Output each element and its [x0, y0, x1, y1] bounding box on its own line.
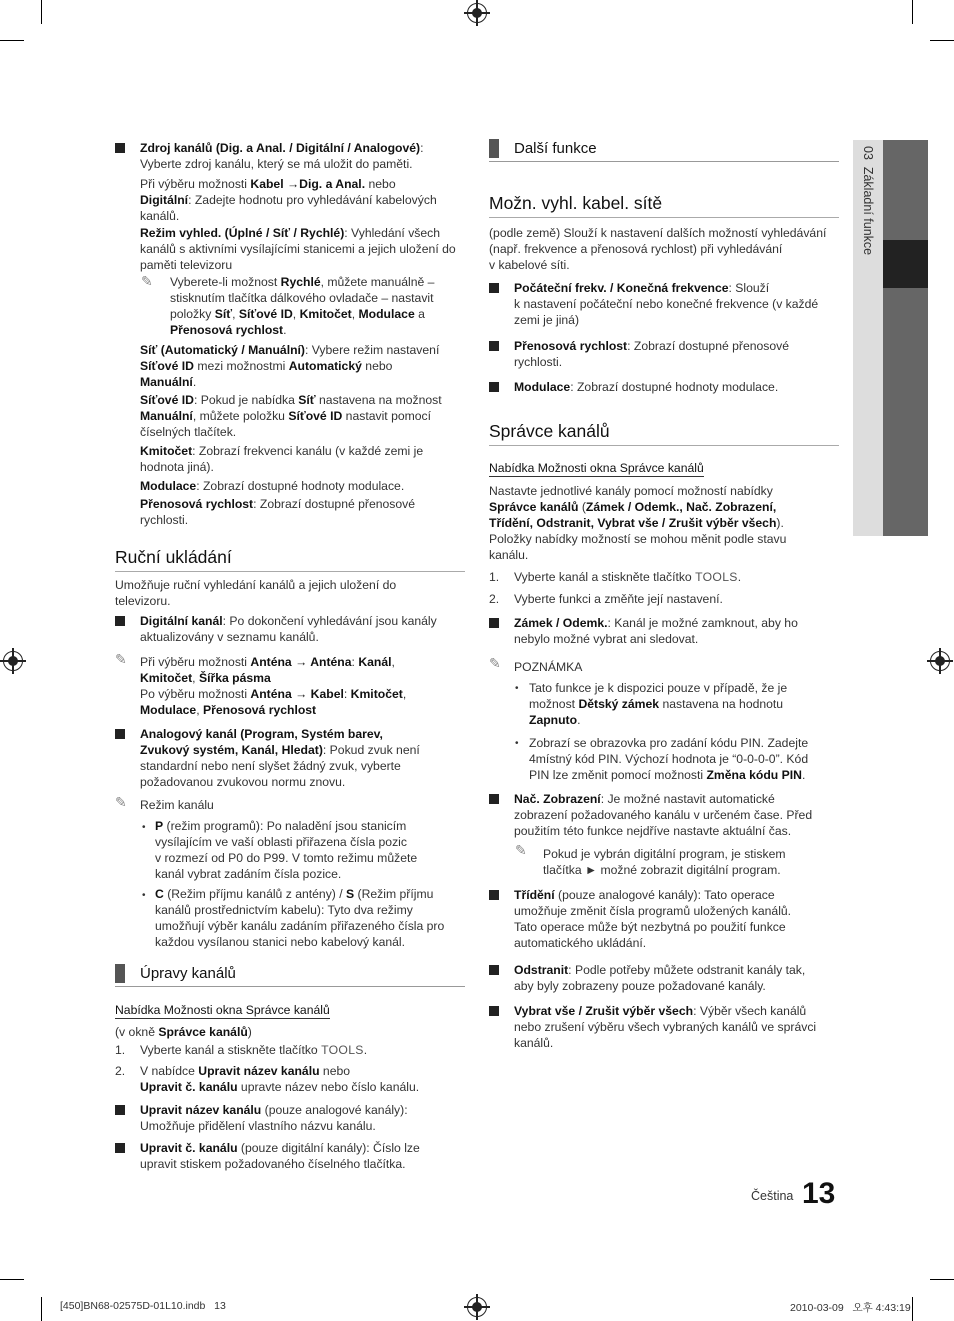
text: V nabídce	[140, 1064, 199, 1078]
text: Umožňuje přidělení vlastního názvu kanálu.	[140, 1119, 376, 1133]
text: Kabel →Dig. a Anal.	[250, 177, 366, 191]
text: Položky nabídky možností se mohou měnit podle stavu	[489, 532, 787, 546]
crop-mark	[912, 0, 913, 24]
text: rychlosti.	[514, 355, 563, 369]
crop-mark	[0, 1279, 24, 1280]
square-bullet-icon	[489, 1006, 499, 1016]
text: Přenosová rychlost	[170, 323, 284, 337]
bullet-icon: •	[515, 683, 519, 694]
paragraph	[140, 496, 465, 528]
text: : Pokud zvuk není	[322, 743, 420, 757]
text: , můžete položku	[192, 409, 289, 423]
text: : Slouží	[728, 281, 770, 295]
text: kanálů.	[140, 209, 180, 223]
heading-text: Úpravy kanálů	[140, 965, 236, 982]
square-bullet-icon	[489, 382, 499, 392]
text: Zobrazí se obrazovka pro zadání kódu PIN. Zadejte	[529, 736, 809, 750]
text: televizoru.	[115, 594, 171, 608]
text: : Po dokončení vyhledávání jsou kanály	[222, 614, 437, 628]
text: hodnota jiná).	[140, 460, 214, 474]
text: nebo	[365, 177, 396, 191]
tools-label: TOOLS	[695, 570, 738, 584]
step-number: 1.	[115, 1043, 126, 1057]
text: zobrazení požadovaného kanálu v určeném čase. Před	[514, 808, 813, 822]
text: Síť (Automatický / Manuální)	[140, 343, 305, 357]
text: Digitální	[140, 193, 189, 207]
registration-mark-icon	[467, 3, 487, 23]
text: .	[363, 1043, 368, 1057]
tools-label: TOOLS	[321, 1043, 364, 1057]
text: Rychlé	[280, 275, 321, 289]
text: Správce kanálů	[489, 500, 579, 514]
text: Manuální	[140, 409, 193, 423]
text: Síťové ID	[140, 393, 194, 407]
text: nastavena na hodnotu	[659, 697, 784, 711]
text: nebo zrušení výběru všech vybraných kanálů ve správci	[514, 1020, 817, 1034]
note-pencil-icon: ✎	[489, 655, 501, 671]
text: (pouze analogové kanály):	[261, 1103, 408, 1117]
registration-mark-icon	[3, 651, 23, 671]
text: Zámek / Odemk.	[514, 616, 608, 630]
list-item	[155, 818, 465, 882]
text: Upravit název kanálu	[140, 1103, 262, 1117]
text: (např. frekvence a přenosová rychlost) při vyhledávání	[489, 242, 783, 256]
text: Automatický	[288, 359, 362, 373]
square-bullet-icon	[489, 618, 499, 628]
text: Nastavte jednotlivé kanály pomocí možností nabídky	[489, 484, 773, 498]
text: Upravit č. kanálu	[140, 1080, 238, 1094]
text: automatického ukládání.	[514, 936, 647, 950]
paragraph	[489, 225, 839, 273]
text: nebylo možné vybrat ani sledovat.	[514, 632, 699, 646]
square-bullet-icon	[115, 1143, 125, 1153]
subsection-heading	[115, 964, 465, 987]
square-bullet-icon	[489, 890, 499, 900]
list-item	[155, 886, 465, 950]
text: Šířka pásma	[198, 671, 271, 685]
registration-mark-icon	[930, 651, 950, 671]
text: Přenosová rychlost	[140, 497, 254, 511]
crop-mark	[41, 0, 42, 24]
text: :	[351, 655, 359, 669]
text: Kmitočet	[140, 671, 193, 685]
text: Při výběru možnosti	[140, 177, 251, 191]
text: upravit stiskem požadovaného číselného tlačítka.	[140, 1157, 406, 1171]
text: Digitální kanál	[140, 614, 223, 628]
text: Dětský zámek	[578, 697, 660, 711]
text: Zapnuto	[529, 713, 578, 727]
text: v rozmezí od P0 do P99. V tomto režimu můžete	[155, 851, 418, 865]
text: : Výběr všech kanálů	[693, 1004, 807, 1018]
text: Vyberte funkci a změňte její nastavení.	[514, 592, 723, 606]
text: aby byly zobrazeny pouze požadované kanály.	[514, 979, 766, 993]
text: Přenosová rychlost	[203, 703, 317, 717]
section-heading: Správce kanálů	[489, 420, 839, 446]
text: nebo	[361, 359, 393, 373]
note-pencil-icon: ✎	[115, 651, 127, 667]
file-info: [450]BN68-02575D-01L10.indb 13	[60, 1300, 226, 1312]
crop-mark	[41, 1297, 42, 1321]
text: : Kanál je možné zamknout, aby ho	[607, 616, 798, 630]
text: a	[414, 307, 425, 321]
text: : Zobrazí dostupné hodnoty modulace.	[570, 380, 779, 394]
text: ).	[776, 516, 784, 530]
text: Modulace	[358, 307, 415, 321]
text: (pouze analogové kanály): Tato operace	[554, 888, 775, 902]
paragraph	[140, 478, 465, 494]
text: Upravit č. kanálu	[140, 1141, 238, 1155]
text: )	[247, 1025, 252, 1039]
text: Vyberte kanál a stiskněte tlačítko	[140, 1043, 322, 1057]
text: vysílajícím ve vaší oblasti přiřazena čísla pozic	[155, 835, 407, 849]
square-bullet-icon	[489, 794, 499, 804]
side-tab-dark	[883, 140, 928, 536]
text: Anténa → Kabel	[250, 687, 344, 701]
paragraph	[140, 176, 465, 224]
text: Tato funkce je k dispozici pouze v případě, že je	[529, 681, 788, 695]
square-bullet-icon	[489, 965, 499, 975]
text: Kanál	[358, 655, 392, 669]
text: : Zobrazí dostupné hodnoty modulace.	[196, 479, 405, 493]
text: v kabelové síti.	[489, 258, 570, 272]
submenu-path: Nabídka Možnosti okna Správce kanálů	[489, 461, 704, 475]
text: paměti televizoru	[140, 258, 233, 272]
text: : Zobrazí frekvenci kanálu (v každé zemi je	[192, 444, 424, 458]
text: Modulace	[140, 479, 197, 493]
text: k nastavení počáteční nebo konečné frekvence (v každé	[514, 297, 819, 311]
side-tab	[853, 140, 928, 536]
text: Modulace	[140, 703, 197, 717]
list-item	[529, 735, 839, 783]
text: požadovanou zvukovou normu znovu.	[140, 775, 346, 789]
text: Odstranit	[514, 963, 569, 977]
paragraph	[489, 483, 839, 563]
text: umožňuje změnit čísla programů uložených kanálů.	[514, 904, 792, 918]
square-bullet-icon	[489, 341, 499, 351]
text: :	[420, 141, 424, 155]
step-number: 1.	[489, 570, 500, 584]
text: nastavit pomocí	[342, 409, 432, 423]
text: .	[577, 713, 581, 727]
text: .	[801, 768, 806, 782]
note	[543, 846, 839, 878]
text: Po výběru možnosti	[140, 687, 251, 701]
text: Zámek / Odemk., Nač. Zobrazení,	[585, 500, 777, 514]
section-heading: Možn. vyhl. kabel. sítě	[489, 192, 839, 218]
text: Síťové ID	[288, 409, 343, 423]
text: : Zobrazí dostupné přenosové	[253, 497, 416, 511]
text: Manuální	[140, 375, 193, 389]
text: Nač. Zobrazení	[514, 792, 601, 806]
text: : Vyhledání všech	[344, 226, 441, 240]
heading-bar	[115, 964, 125, 983]
square-bullet-icon	[115, 616, 125, 626]
text: (Režim příjmu kanálů z antény) /	[163, 887, 347, 901]
bullet-icon: •	[142, 890, 146, 901]
text: Přenosová rychlost	[514, 339, 628, 353]
note-pencil-icon: ✎	[515, 842, 527, 858]
heading-bar	[489, 139, 499, 158]
text: : Je možné nastavit automatické	[600, 792, 775, 806]
note-pencil-icon: ✎	[141, 273, 153, 289]
text: Síťové ID	[238, 307, 293, 321]
text: Změna kódu PIN	[706, 768, 802, 782]
text: stisknutím tlačítka dálkového ovladače – nastavit	[170, 291, 434, 305]
step-number: 2.	[489, 592, 500, 606]
text: C	[155, 887, 164, 901]
square-bullet-icon	[115, 1105, 125, 1115]
paragraph: Síť (Automatický / Manuální): Vybere režim nastavení Síťové ID mezi možnostmi Automatický nebo Manuální.	[140, 343, 440, 389]
text: Analogový kanál (Program, Systém barev,	[140, 727, 383, 741]
page-language: Čeština	[751, 1189, 794, 1203]
step-number: 2.	[115, 1064, 126, 1078]
text: Síť	[298, 393, 316, 407]
text: Upravit název kanálu	[198, 1064, 320, 1078]
paragraph	[140, 225, 465, 273]
text: použitím této funkce nejdříve nastavte aktuální čas.	[514, 824, 792, 838]
submenu-path: Nabídka Možnosti okna Správce kanálů	[115, 1003, 330, 1017]
text: Správce kanálů	[158, 1025, 248, 1039]
text: Kmitočet	[140, 444, 193, 458]
text: : Vybere režim nastavení	[304, 343, 440, 357]
text: kanálu.	[489, 548, 529, 562]
note: Vyberete-li možnost Rychlé, můžete manuálně – stisknutím tlačítka dálkového ovladače – nastavit položky Síť, Síťové ID, Kmitočet, Modulace a Přenosová rychlost.	[170, 274, 465, 338]
text: kanálů.	[514, 1036, 554, 1050]
text: (pouze digitální kanály): Číslo lze	[237, 1141, 420, 1155]
text: nebo	[319, 1064, 351, 1078]
crop-mark	[930, 40, 954, 41]
text: mezi možnostmi	[193, 359, 289, 373]
text: kanálů prostřednictvím kabelu): Tyto dva režimy	[155, 903, 413, 917]
note: Režim kanálu	[140, 798, 214, 812]
text: Kmitočet	[299, 307, 352, 321]
text: Režim vyhled. (Úplné / Síť / Rychlé)	[140, 226, 345, 240]
text: : Pokud je nabídka	[193, 393, 299, 407]
text: :	[343, 687, 351, 701]
text: Síť	[214, 307, 233, 321]
text: , můžete manuálně –	[320, 275, 435, 289]
text: (v okně	[115, 1025, 159, 1039]
text: rychlosti.	[140, 513, 189, 527]
text: Vybrat vše / Zrušit výběr všech	[514, 1004, 694, 1018]
crop-mark	[930, 1279, 954, 1280]
item-label: Zdroj kanálů (Dig. a Anal. / Digitální / Analogové)	[140, 141, 421, 155]
text: Vyberte zdroj kanálu, který se má uložit do paměti.	[140, 157, 413, 171]
bullet-icon: •	[142, 822, 146, 833]
text: číselných tlačítek.	[140, 425, 237, 439]
text: položky	[170, 307, 215, 321]
right-column	[489, 138, 839, 1058]
text: 4místný kód PIN. Výchozí hodnota je “0-0-0-0”. Kód	[529, 752, 809, 766]
text: standardní nebo není slyšet žádný zvuk, vyberte	[140, 759, 401, 773]
text: .	[737, 570, 742, 584]
page-number: 13	[802, 1177, 836, 1210]
paragraph	[115, 1024, 252, 1040]
crop-mark	[912, 1297, 913, 1321]
text: (Režim příjmu	[354, 887, 434, 901]
paragraph	[140, 392, 465, 440]
side-tab-marker	[883, 240, 928, 288]
date-info: 2010-03-09 오후 4:43:19	[790, 1302, 911, 1314]
text: P	[155, 819, 164, 833]
square-bullet-icon	[489, 283, 499, 293]
text: : Zadejte hodnotu pro vyhledávání kabelových	[188, 193, 437, 207]
left-column	[115, 138, 465, 1178]
note: Při výběru možnosti Anténa → Anténa: Kanál, Kmitočet, Šířka pásma Po výběru možnosti Anténa → Kabel: Kmitočet, Modulace, Přenosová rychlost	[140, 655, 407, 717]
text: možnost	[529, 697, 579, 711]
text: tlačítka ► možné zobrazit digitální program.	[543, 863, 781, 877]
text: (podle země) Slouží k nastavení dalších možností vyhledávání	[489, 226, 827, 240]
text: Počáteční frekv. / Konečná frekvence	[514, 281, 729, 295]
text: Zvukový systém, Kanál, Hledat)	[140, 743, 323, 757]
text: Umožňuje ruční vyhledání kanálů a jejich uložení do	[115, 578, 397, 592]
text: Kmitočet	[350, 687, 403, 701]
crop-mark	[0, 40, 24, 41]
text: aktualizovány v seznamu kanálů.	[140, 630, 319, 644]
section-heading: Ruční ukládání	[115, 546, 465, 572]
text: Pokud je vybrán digitální program, je stiskem	[543, 847, 786, 861]
text: : Zobrazí dostupné přenosové	[627, 339, 790, 353]
text: (	[578, 500, 586, 514]
text: S	[346, 887, 355, 901]
text: Tato operace může být nezbytná po použití funkce	[514, 920, 786, 934]
text: : Podle potřeby můžete odstranit kanály tak,	[568, 963, 806, 977]
text: Třídění, Odstranit, Vybrat vše / Zrušit výběr všech	[489, 516, 777, 530]
bullet-icon: •	[515, 738, 519, 749]
text: zemi je jiná)	[514, 313, 580, 327]
note-pencil-icon: ✎	[115, 794, 127, 810]
paragraph	[140, 443, 465, 475]
note-heading: POZNÁMKA	[514, 660, 583, 674]
text: Vyberte kanál a stiskněte tlačítko	[514, 570, 696, 584]
text: kanálů s aktivními vysílajícími stanicemi a jejich uložení do	[140, 242, 456, 256]
text: umožňují výběr kanálu zadáním přiřazeného čísla pro	[155, 919, 445, 933]
square-bullet-icon	[115, 729, 125, 739]
text: (režim programů): Po naladění jsou stanicím	[163, 819, 407, 833]
subsection-heading	[489, 139, 839, 162]
text: Anténa → Anténa	[250, 655, 352, 669]
side-tab-label: 03 Základní funkce	[861, 146, 875, 256]
text: Vyberete-li možnost	[170, 275, 281, 289]
text: každou vysílanou stanici nebo kabelový kanál.	[155, 935, 405, 949]
text: Síťové ID	[140, 359, 194, 373]
text: Při výběru možnosti	[140, 655, 251, 669]
text: nastavena na možnost	[315, 393, 442, 407]
text: Modulace	[514, 380, 571, 394]
text: Třídění	[514, 888, 555, 902]
text: upravte název nebo číslo kanálu.	[237, 1080, 420, 1094]
heading-text: Další funkce	[514, 140, 597, 157]
paragraph	[115, 577, 465, 609]
registration-mark-icon	[467, 1297, 487, 1317]
text: kanál vybrat zadáním čísla pozice.	[155, 867, 342, 881]
text: PIN lze změnit pomocí možnosti	[529, 768, 707, 782]
square-bullet-icon	[115, 143, 125, 153]
list-item	[529, 680, 839, 728]
